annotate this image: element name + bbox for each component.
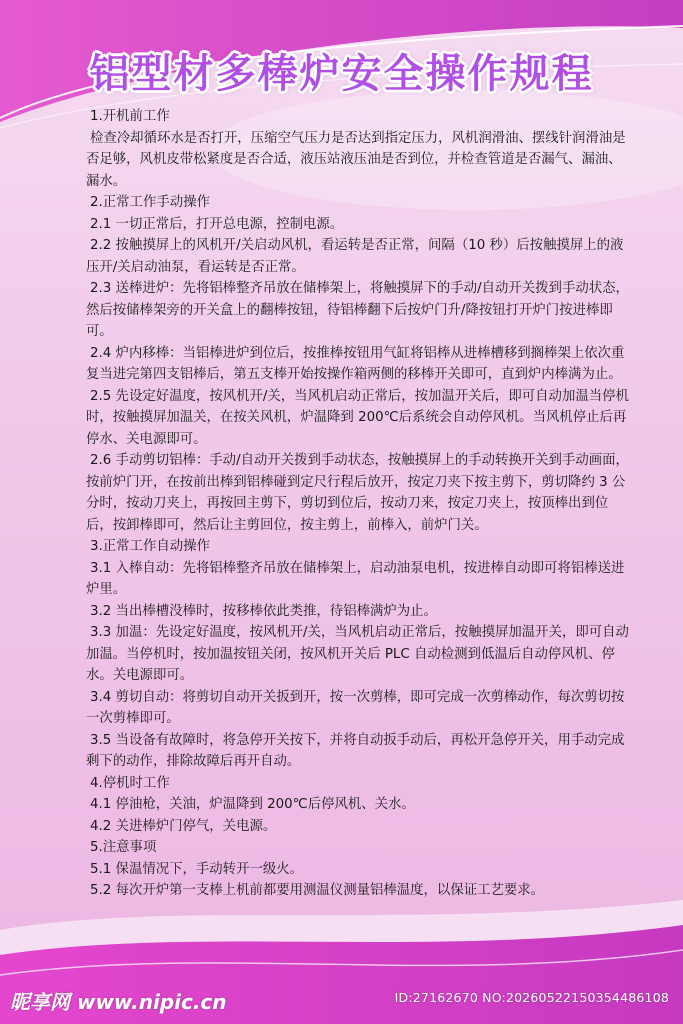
page-title: 铝型材多棒炉安全操作规程 <box>89 51 594 97</box>
section-heading: 4.停机时工作 <box>90 775 170 791</box>
paragraph: 4.1 停油枪，关油，炉温降到 200℃后停风机、关水。 <box>90 797 415 812</box>
paragraph: 3.3 加温：先设定好温度，按风机开/关，当风机启动正常后，按触摸屏加温开关，即可自动加温。当停机时，按加温按钮关闭，按风机开关后 PLC 自动检测到低温后自动停风机、停水。关电源即可。 <box>86 625 629 683</box>
paragraph: 2.2 按触摸屏上的风机开/关启动风机，看运转是否正常，间隔（10 秒）后按触摸屏上的液压开/关启动油泵，看运转是否正常。 <box>86 238 624 275</box>
paragraph: 2.3 送棒进炉：先将铝棒整齐吊放在储棒架上，将触摸屏下的手动/自动开关拨到手动状态，然后按储棒架旁的开关盒上的翻棒按钮，待铝棒翻下后按炉门升/降按钮打开炉门按进棒即可。 <box>86 281 629 339</box>
paragraph: 2.4 炉内移棒：当铝棒进炉到位后，按推棒按钮用气缸将铝棒从进棒槽移到搁棒架上依次重复当进完第四支铝棒后，第五支棒开始按操作箱两侧的移棒开关即可，直到炉内棒满为止。 <box>86 345 625 382</box>
paragraph: 4.2 关进棒炉门停气，关电源。 <box>90 818 277 834</box>
paragraph: 3.1 入棒自动：先将铝棒整齐吊放在储棒架上，启动油泵电机，按进棒自动即可将铝棒送进炉里。 <box>86 560 625 597</box>
section-heading: 5.注意事项 <box>90 840 157 855</box>
paragraph: 5.1 保温情况下，手动转开一级火。 <box>90 861 304 877</box>
document-body <box>86 106 634 902</box>
paragraph: 2.6 手动剪切铝棒：手动/自动开关拨到手动状态，按触摸屏上的手动转换开关到手动画面，按前炉门开，在按前出棒到铝棒碰到定尺行程后放开，按定刀夹下按主剪下，剪切降约 3 公分时，按动刀夹上，再按回主剪下，剪切到位后，按动刀来，按定刀夹上，按顶棒出到位后，按卸棒即可，然后让主剪回位，按主剪上，前棒入，前炉门关。 <box>86 453 629 533</box>
section-heading: 2.正常工作手动操作 <box>90 195 210 210</box>
id-watermark: ID:27162670 NO:20260522150354486108 <box>394 990 669 1005</box>
paragraph: 2.5 先设定好温度，按风机开/关，当风机启动正常后，按加温开关后，即可自动加温当停机时，按触摸屏加温关，在按关风机，炉温降到 200℃后系统会自动停风机。当风机停止后再停水、关电源即可。 <box>86 388 629 447</box>
site-watermark: 昵享网 www.nipic.cn <box>10 990 227 1014</box>
section-heading: 3.正常工作自动操作 <box>90 539 210 554</box>
section-heading: 1.开机前工作 <box>90 109 170 124</box>
paragraph: 5.2 每次开炉第一支棒上机前都要用测温仪测量铝棒温度，以保证工艺要求。 <box>90 883 545 898</box>
paragraph: 3.2 当出棒槽没棒时，按移棒依此类推，待铝棒满炉为止。 <box>90 603 437 619</box>
paragraph: 2.1 一切正常后，打开总电源，控制电源。 <box>90 216 344 232</box>
paragraph: 3.5 当设备有故障时，将急停开关按下，并将自动扳手动后，再松开急停开关，用手动完成剩下的动作，排除故障后再开自动。 <box>86 732 625 769</box>
paragraph: 3.4 剪切自动：将剪切自动开关扳到开，按一次剪棒，即可完成一次剪棒动作，每次剪切按一次剪棒即可。 <box>86 689 625 726</box>
paragraph: 检查冷却循环水是否打开，压缩空气压力是否达到指定压力，风机润滑油、摆线针润滑油是否足够，风机皮带松紧度是否合适，液压站液压油是否到位，并检查管道是否漏气、漏油、漏水。 <box>86 130 626 189</box>
